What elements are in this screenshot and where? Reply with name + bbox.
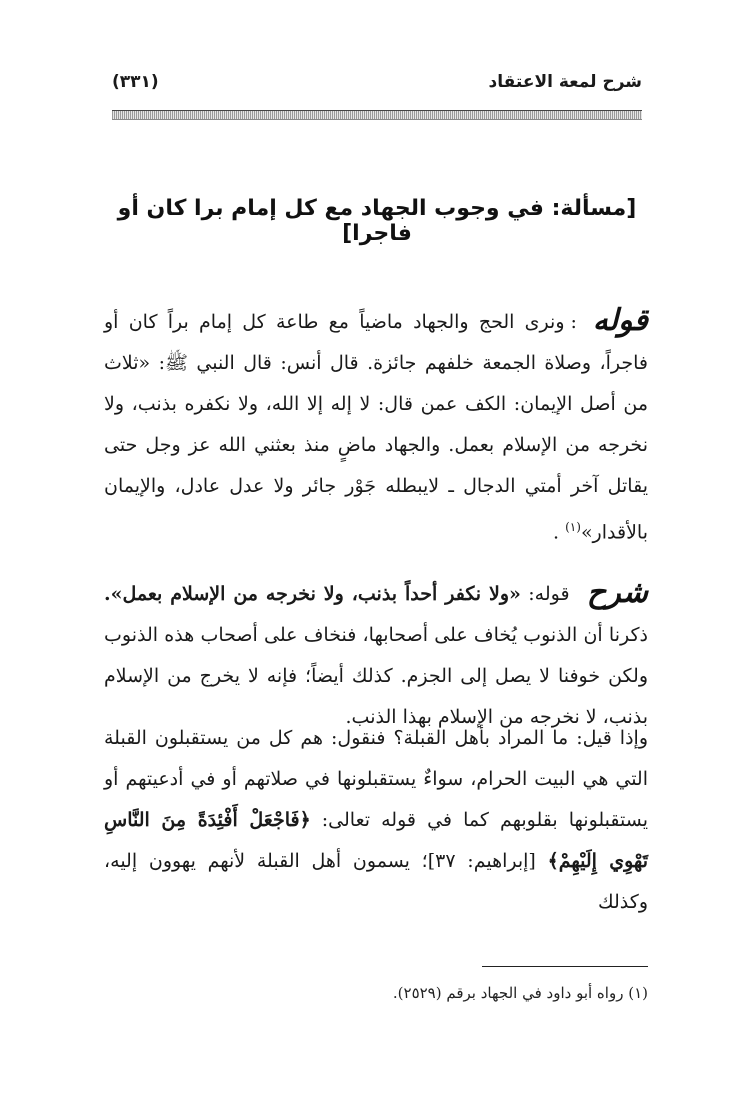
quran-verse: ﴿فَاجْعَلْ أَفْئِدَةً مِنَ النَّاسِ تَهْوِي إِلَيْهِمْ﴾ — [104, 809, 648, 872]
paragraph-marker-qawluhu: قوله — [592, 303, 648, 338]
paragraph-ahl-al-qibla — [104, 718, 648, 923]
footnote: (١) رواه أبو داود في الجهاد برقم (٢٥٢٩). — [392, 984, 648, 1002]
running-header — [112, 70, 642, 104]
commentary-lead: قوله: — [528, 583, 570, 605]
paragraph-text-part2: [إبراهيم: ٣٧]؛ يسمون أهل القبلة لأنهم يهوون إليه، وكذلك — [104, 850, 648, 913]
section-heading: [مسألة: في وجوب الجهاد مع كل إمام برا كان أو فاجرا] — [117, 196, 637, 246]
paragraph-marker-sharh: شرح — [586, 575, 648, 610]
footnote-reference: (١) — [565, 520, 581, 534]
paragraph-quote-text — [104, 300, 648, 553]
paragraph-text: ونرى الحج والجهاد ماضياً مع طاعة كل إمام براً كان أو فاجراً، وصلاة الجمعة خلفهم جائزة. قال أنس: قال النبي ﷺ: «ثلاث من أصل الإيمان: الكف عمن قال: لا إله إلا الله، ولا نكفره بذنب، ولا نخرجه من الإسلام بعمل. والجهاد ماضٍ منذ بعثني الله عز وجل حتى يقاتل آخر أمتي الدجال ـ لايبطله جَوْر جائر ولا عدل عادل، والإيمان بالأقدار» — [104, 311, 648, 544]
page-number: (٣٣١) — [112, 72, 159, 92]
header-title: شرح لمعة الاعتقاد — [488, 72, 642, 92]
paragraph-commentary — [104, 572, 648, 738]
paragraph-text-part1: وإذا قيل: ما المراد بأهل القبلة؟ فنقول: هم كل من يستقبلون القبلة التي هي البيت الحرام، سواءٌ يستقبلونها في صلاتهم أو في أدعيتهم أو يستقبلونها بقلوبهم كما في قوله تعالى: — [104, 727, 648, 831]
footnote-divider — [482, 966, 648, 967]
header-divider — [112, 110, 642, 120]
marker-separator: : — [570, 311, 577, 333]
commentary-quote: «ولا نكفر أحداً بذنب، ولا نخرجه من الإسلام بعمل». — [104, 583, 521, 605]
commentary-text: ذكرنا أن الذنوب يُخاف على أصحابها، فنخاف على أصحاب هذه الذنوب ولكن خوفنا لا يصل إلى الجزم. كذلك أيضاً؛ فإنه لا يخرج من الإسلام بذنب، لا نخرجه من الإسلام بهذا الذنب. — [104, 624, 648, 728]
paragraph-end: . — [553, 521, 566, 544]
